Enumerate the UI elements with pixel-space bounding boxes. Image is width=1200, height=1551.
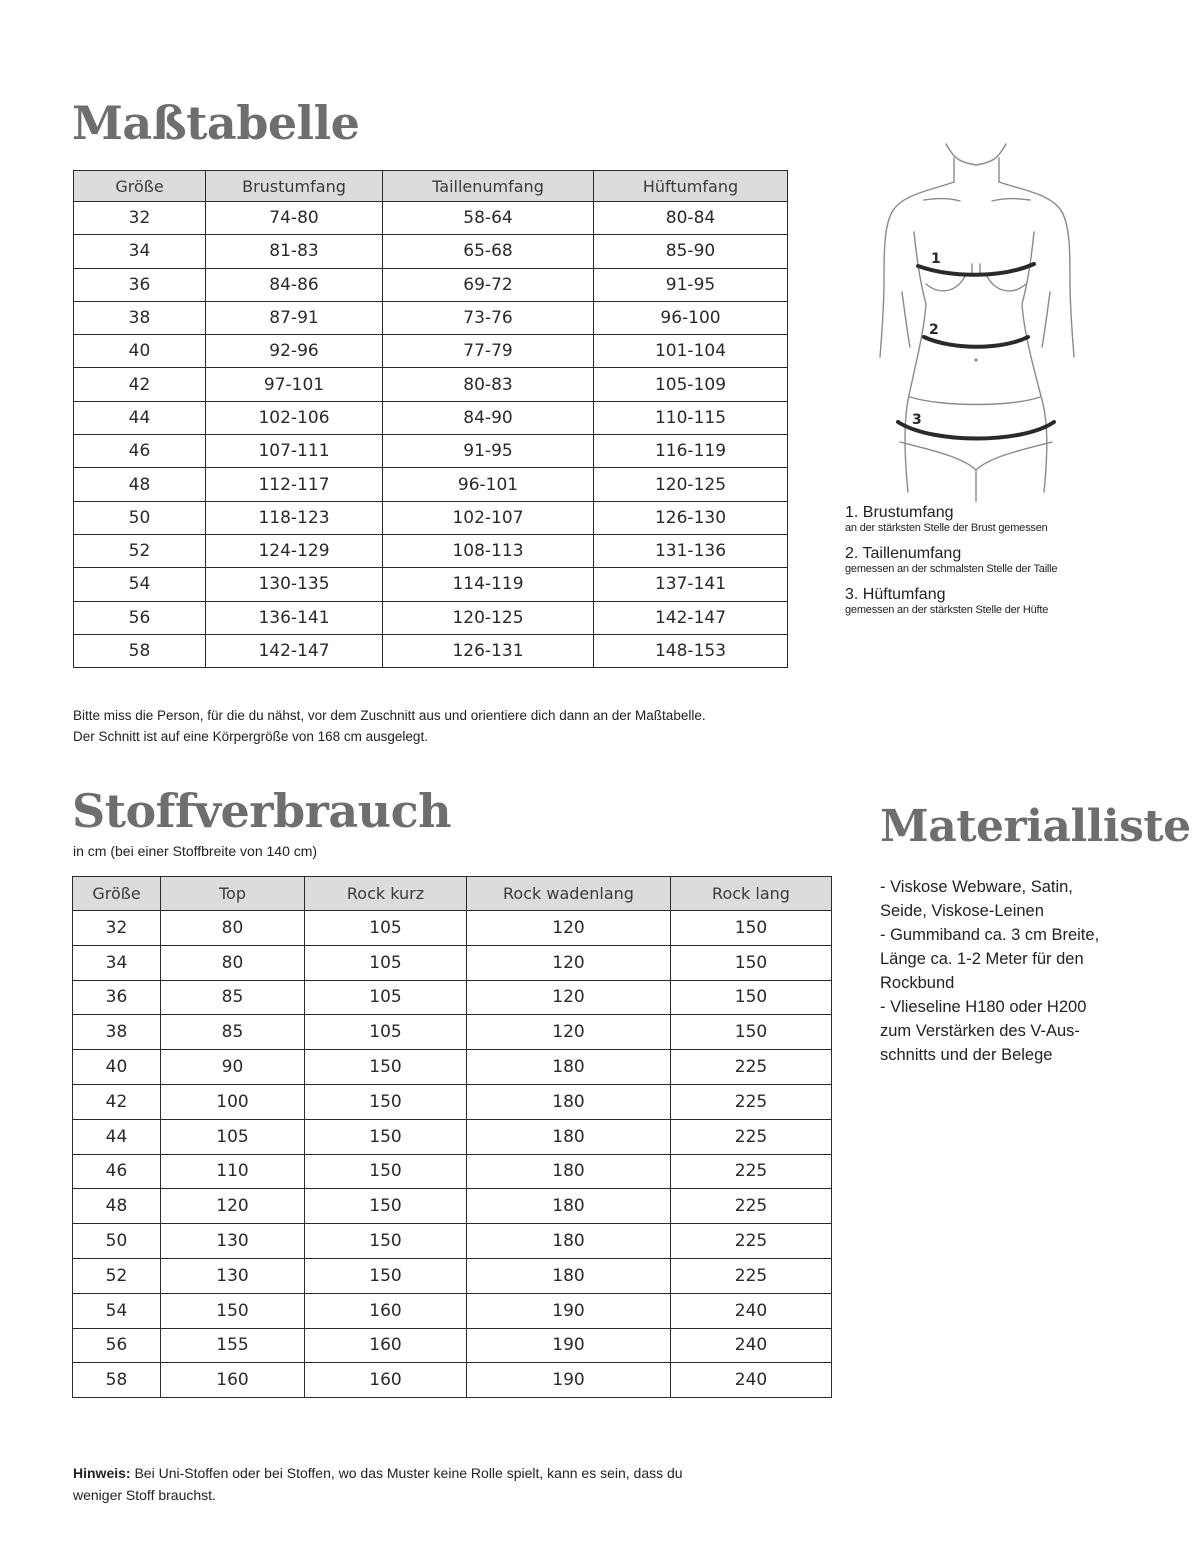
column-header-skirt-long: Rock lang bbox=[671, 877, 832, 911]
legend-title: 1. Brustumfang bbox=[845, 504, 954, 521]
table-row bbox=[74, 435, 788, 468]
table-cell: 87-91 bbox=[206, 301, 383, 334]
table-cell: 120 bbox=[467, 945, 671, 980]
table-cell: 240 bbox=[671, 1328, 832, 1363]
table-cell: 77-79 bbox=[383, 335, 594, 368]
table-cell: 100 bbox=[161, 1084, 305, 1119]
table-cell: 84-90 bbox=[383, 401, 594, 434]
table-cell: 150 bbox=[671, 980, 832, 1015]
table-cell: 190 bbox=[467, 1363, 671, 1398]
table-cell: 114-119 bbox=[383, 568, 594, 601]
materials-line: Rockbund bbox=[880, 974, 955, 992]
table-cell: 120 bbox=[467, 911, 671, 946]
hip-marker-number: 3 bbox=[912, 412, 922, 428]
table-cell: 101-104 bbox=[594, 335, 788, 368]
table-cell: 91-95 bbox=[594, 268, 788, 301]
table-cell: 97-101 bbox=[206, 368, 383, 401]
fabric-usage-header-row bbox=[73, 877, 832, 911]
table-cell: 130 bbox=[161, 1258, 305, 1293]
materials-line: Länge ca. 1-2 Meter für den bbox=[880, 950, 1084, 968]
table-cell: 105 bbox=[305, 980, 467, 1015]
table-cell: 38 bbox=[73, 1015, 161, 1050]
body-measurement-figure bbox=[862, 132, 1092, 502]
table-cell: 150 bbox=[305, 1119, 467, 1154]
table-cell: 225 bbox=[671, 1258, 832, 1293]
column-header-waist: Taillenumfang bbox=[383, 171, 594, 202]
table-cell: 180 bbox=[467, 1154, 671, 1189]
table-cell: 105 bbox=[305, 911, 467, 946]
table-cell: 118-123 bbox=[206, 501, 383, 534]
legend-description: an der stärksten Stelle der Brust gemessen bbox=[845, 522, 1048, 534]
table-cell: 190 bbox=[467, 1293, 671, 1328]
table-row bbox=[73, 1363, 832, 1398]
table-row bbox=[73, 1328, 832, 1363]
table-cell: 150 bbox=[671, 1015, 832, 1050]
table-cell: 73-76 bbox=[383, 301, 594, 334]
table-cell: 80 bbox=[161, 911, 305, 946]
table-cell: 32 bbox=[74, 202, 206, 235]
table-cell: 107-111 bbox=[206, 435, 383, 468]
table-cell: 225 bbox=[671, 1224, 832, 1259]
table-cell: 65-68 bbox=[383, 235, 594, 268]
table-cell: 116-119 bbox=[594, 435, 788, 468]
table-cell: 240 bbox=[671, 1363, 832, 1398]
table-cell: 102-106 bbox=[206, 401, 383, 434]
table-cell: 46 bbox=[74, 435, 206, 468]
table-cell: 120 bbox=[467, 980, 671, 1015]
table-cell: 160 bbox=[305, 1363, 467, 1398]
table-cell: 190 bbox=[467, 1328, 671, 1363]
hint-note bbox=[73, 1462, 693, 1506]
table-cell: 112-117 bbox=[206, 468, 383, 501]
table-cell: 52 bbox=[73, 1258, 161, 1293]
materials-list bbox=[880, 875, 1180, 1067]
measurement-legend bbox=[845, 504, 1185, 627]
table-row bbox=[73, 1050, 832, 1085]
column-header-hip: Hüftumfang bbox=[594, 171, 788, 202]
table-cell: 40 bbox=[74, 335, 206, 368]
table-cell: 150 bbox=[305, 1258, 467, 1293]
column-header-top: Top bbox=[161, 877, 305, 911]
legend-item-hip bbox=[845, 586, 1185, 617]
table-cell: 56 bbox=[74, 601, 206, 634]
table-cell: 85 bbox=[161, 1015, 305, 1050]
table-cell: 80-84 bbox=[594, 202, 788, 235]
table-cell: 34 bbox=[73, 945, 161, 980]
table-cell: 225 bbox=[671, 1084, 832, 1119]
table-cell: 240 bbox=[671, 1293, 832, 1328]
size-chart-title: Maßtabelle bbox=[72, 96, 360, 150]
table-cell: 102-107 bbox=[383, 501, 594, 534]
column-header-size: Größe bbox=[73, 877, 161, 911]
table-cell: 160 bbox=[305, 1328, 467, 1363]
table-cell: 46 bbox=[73, 1154, 161, 1189]
table-cell: 32 bbox=[73, 911, 161, 946]
table-row bbox=[74, 268, 788, 301]
legend-item-waist bbox=[845, 545, 1185, 576]
table-row bbox=[74, 568, 788, 601]
table-cell: 90 bbox=[161, 1050, 305, 1085]
size-chart-header-row bbox=[74, 171, 788, 202]
table-cell: 85-90 bbox=[594, 235, 788, 268]
table-row bbox=[74, 601, 788, 634]
table-row bbox=[73, 1154, 832, 1189]
table-row bbox=[73, 980, 832, 1015]
table-row bbox=[74, 534, 788, 567]
table-cell: 120-125 bbox=[594, 468, 788, 501]
table-cell: 36 bbox=[74, 268, 206, 301]
table-cell: 52 bbox=[74, 534, 206, 567]
table-cell: 42 bbox=[74, 368, 206, 401]
table-row bbox=[74, 202, 788, 235]
table-cell: 81-83 bbox=[206, 235, 383, 268]
navel-dot bbox=[974, 358, 977, 361]
instruction-line-2: Der Schnitt ist auf eine Körpergröße von 168 cm ausgelegt. bbox=[73, 729, 428, 744]
table-row bbox=[73, 1084, 832, 1119]
table-cell: 120 bbox=[161, 1189, 305, 1224]
table-cell: 225 bbox=[671, 1119, 832, 1154]
table-cell: 105 bbox=[305, 1015, 467, 1050]
materials-line: zum Verstärken des V-Aus- bbox=[880, 1022, 1080, 1040]
table-cell: 58 bbox=[73, 1363, 161, 1398]
table-cell: 50 bbox=[74, 501, 206, 534]
table-row bbox=[73, 1293, 832, 1328]
table-cell: 110-115 bbox=[594, 401, 788, 434]
materials-line: - Gummiband ca. 3 cm Breite, bbox=[880, 926, 1100, 944]
table-cell: 130-135 bbox=[206, 568, 383, 601]
fabric-usage-title: Stoffverbrauch bbox=[72, 784, 452, 838]
table-cell: 58 bbox=[74, 634, 206, 667]
table-cell: 180 bbox=[467, 1224, 671, 1259]
legend-title: 2. Taillenumfang bbox=[845, 545, 962, 562]
table-cell: 160 bbox=[161, 1363, 305, 1398]
table-cell: 84-86 bbox=[206, 268, 383, 301]
table-row bbox=[73, 1015, 832, 1050]
table-cell: 38 bbox=[74, 301, 206, 334]
table-cell: 225 bbox=[671, 1154, 832, 1189]
waist-marker-number: 2 bbox=[929, 322, 939, 338]
table-cell: 180 bbox=[467, 1189, 671, 1224]
table-cell: 44 bbox=[74, 401, 206, 434]
table-cell: 74-80 bbox=[206, 202, 383, 235]
table-cell: 136-141 bbox=[206, 601, 383, 634]
table-cell: 150 bbox=[671, 911, 832, 946]
table-cell: 225 bbox=[671, 1050, 832, 1085]
table-cell: 150 bbox=[305, 1154, 467, 1189]
table-cell: 96-100 bbox=[594, 301, 788, 334]
table-cell: 48 bbox=[74, 468, 206, 501]
table-cell: 155 bbox=[161, 1328, 305, 1363]
table-cell: 58-64 bbox=[383, 202, 594, 235]
table-cell: 180 bbox=[467, 1084, 671, 1119]
table-row bbox=[74, 368, 788, 401]
instruction-line-1: Bitte miss die Person, für die du nähst, vor dem Zuschnitt aus und orientiere dich dann an der Maßtabelle. bbox=[73, 708, 706, 723]
table-cell: 142-147 bbox=[594, 601, 788, 634]
table-cell: 150 bbox=[305, 1189, 467, 1224]
table-cell: 105-109 bbox=[594, 368, 788, 401]
table-cell: 42 bbox=[73, 1084, 161, 1119]
body-outline-illustration bbox=[862, 132, 1092, 502]
table-cell: 105 bbox=[161, 1119, 305, 1154]
table-cell: 92-96 bbox=[206, 335, 383, 368]
legend-description: gemessen an der schmalsten Stelle der Taille bbox=[845, 563, 1058, 575]
table-cell: 48 bbox=[73, 1189, 161, 1224]
table-cell: 80 bbox=[161, 945, 305, 980]
table-row bbox=[73, 1224, 832, 1259]
table-cell: 36 bbox=[73, 980, 161, 1015]
column-header-size: Größe bbox=[74, 171, 206, 202]
legend-title: 3. Hüftumfang bbox=[845, 586, 946, 603]
table-cell: 180 bbox=[467, 1119, 671, 1154]
table-cell: 80-83 bbox=[383, 368, 594, 401]
table-cell: 180 bbox=[467, 1258, 671, 1293]
table-cell: 34 bbox=[74, 235, 206, 268]
table-cell: 96-101 bbox=[383, 468, 594, 501]
table-cell: 40 bbox=[73, 1050, 161, 1085]
table-cell: 120 bbox=[467, 1015, 671, 1050]
table-cell: 150 bbox=[161, 1293, 305, 1328]
table-cell: 44 bbox=[73, 1119, 161, 1154]
table-cell: 110 bbox=[161, 1154, 305, 1189]
materials-title: Materialliste bbox=[880, 801, 1191, 852]
materials-line: - Viskose Webware, Satin, bbox=[880, 878, 1073, 896]
table-row bbox=[73, 1258, 832, 1293]
table-cell: 108-113 bbox=[383, 534, 594, 567]
table-row bbox=[74, 401, 788, 434]
table-cell: 225 bbox=[671, 1189, 832, 1224]
column-header-bust: Brustumfang bbox=[206, 171, 383, 202]
table-row bbox=[73, 945, 832, 980]
table-cell: 131-136 bbox=[594, 534, 788, 567]
table-cell: 126-131 bbox=[383, 634, 594, 667]
fabric-usage-body bbox=[73, 911, 832, 1398]
fabric-usage-table bbox=[72, 876, 832, 1398]
column-header-skirt-short: Rock kurz bbox=[305, 877, 467, 911]
body-outline bbox=[880, 144, 1074, 502]
table-cell: 120-125 bbox=[383, 601, 594, 634]
legend-description: gemessen an der stärksten Stelle der Hüfte bbox=[845, 604, 1049, 616]
table-row bbox=[73, 1189, 832, 1224]
table-cell: 150 bbox=[305, 1224, 467, 1259]
table-cell: 148-153 bbox=[594, 634, 788, 667]
table-cell: 160 bbox=[305, 1293, 467, 1328]
table-row bbox=[74, 301, 788, 334]
table-cell: 56 bbox=[73, 1328, 161, 1363]
bust-marker-number: 1 bbox=[931, 251, 941, 267]
waist-measurement-line bbox=[924, 337, 1028, 347]
table-cell: 130 bbox=[161, 1224, 305, 1259]
fabric-usage-subtitle: in cm (bei einer Stoffbreite von 140 cm) bbox=[73, 843, 318, 859]
table-cell: 150 bbox=[305, 1050, 467, 1085]
table-row bbox=[74, 235, 788, 268]
table-row bbox=[74, 468, 788, 501]
hint-label: Hinweis: bbox=[73, 1465, 131, 1481]
table-cell: 126-130 bbox=[594, 501, 788, 534]
materials-line: schnitts und der Belege bbox=[880, 1046, 1053, 1064]
table-cell: 69-72 bbox=[383, 268, 594, 301]
measurement-instruction bbox=[73, 705, 706, 747]
table-cell: 91-95 bbox=[383, 435, 594, 468]
table-cell: 137-141 bbox=[594, 568, 788, 601]
table-cell: 150 bbox=[305, 1084, 467, 1119]
size-chart-table bbox=[73, 170, 788, 668]
size-chart-body bbox=[74, 202, 788, 668]
table-cell: 180 bbox=[467, 1050, 671, 1085]
table-row bbox=[74, 634, 788, 667]
table-row bbox=[73, 911, 832, 946]
table-cell: 124-129 bbox=[206, 534, 383, 567]
table-cell: 142-147 bbox=[206, 634, 383, 667]
table-cell: 85 bbox=[161, 980, 305, 1015]
column-header-skirt-calf: Rock wadenlang bbox=[467, 877, 671, 911]
hint-text: Bei Uni-Stoffen oder bei Stoffen, wo das Muster keine Rolle spielt, kann es sein, dass du weniger Stoff brauchst. bbox=[73, 1465, 683, 1503]
table-cell: 54 bbox=[74, 568, 206, 601]
materials-line: Seide, Viskose-Leinen bbox=[880, 902, 1044, 920]
table-cell: 54 bbox=[73, 1293, 161, 1328]
table-row bbox=[74, 335, 788, 368]
table-cell: 105 bbox=[305, 945, 467, 980]
legend-item-bust bbox=[845, 504, 1185, 535]
table-row bbox=[74, 501, 788, 534]
table-cell: 50 bbox=[73, 1224, 161, 1259]
table-row bbox=[73, 1119, 832, 1154]
table-cell: 150 bbox=[671, 945, 832, 980]
materials-line: - Vlieseline H180 oder H200 bbox=[880, 998, 1087, 1016]
